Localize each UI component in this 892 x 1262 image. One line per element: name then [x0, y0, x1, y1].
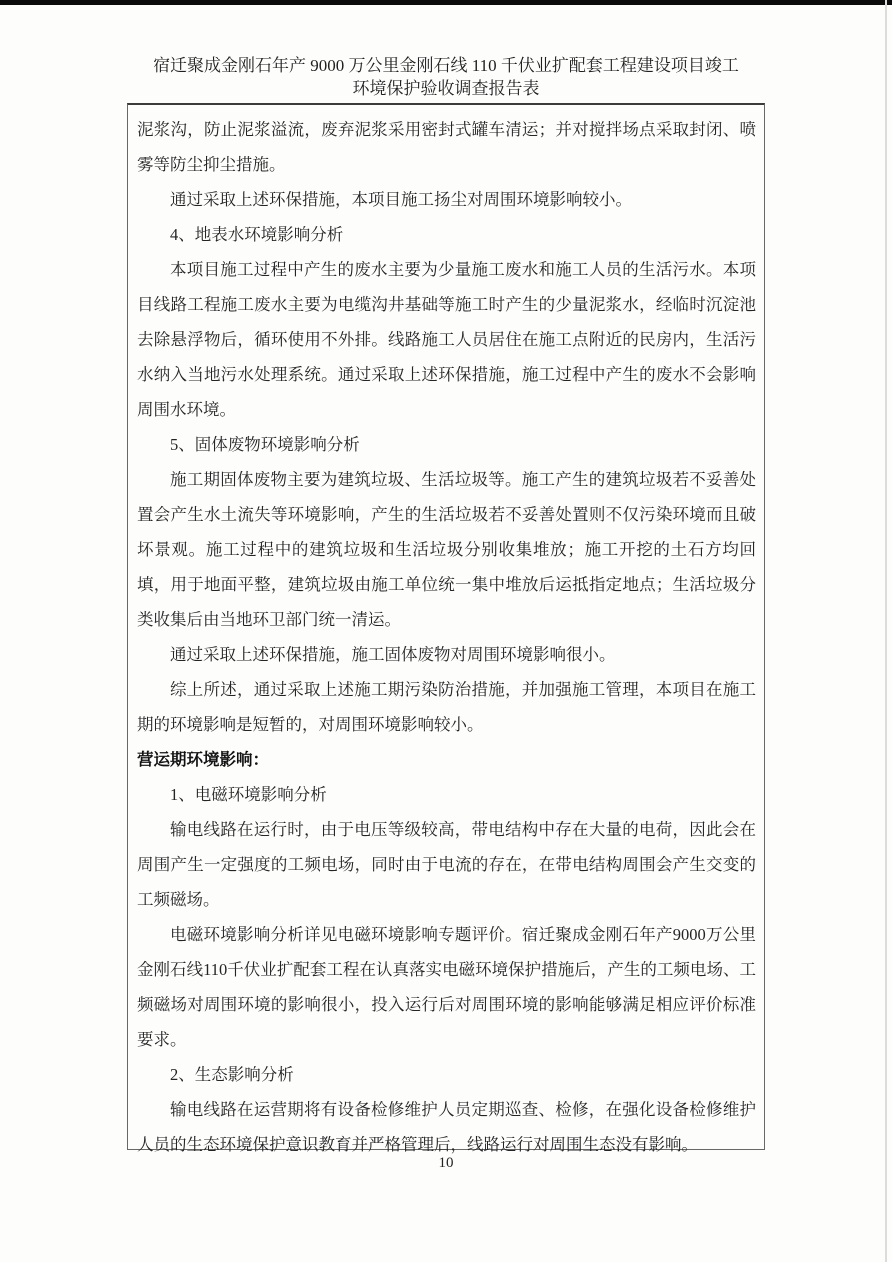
- heading-ecology-analysis: 2、生态影响分析: [170, 1065, 294, 1084]
- report-body: [128, 105, 764, 1162]
- paragraph-dust-conclusion: 通过采取上述环保措施，本项目施工扬尘对周围环境影响较小。: [170, 190, 632, 209]
- report-title-line2: 环境保护验收调查报告表: [352, 79, 540, 98]
- heading-emf-analysis: 1、电磁环境影响分析: [170, 785, 327, 804]
- paragraph-mud-ditch: 泥浆沟，防止泥浆溢流，废弃泥浆采用密封式罐车清运；并对搅拌场点采取封闭、喷雾等防尘抑尘措施。: [137, 120, 756, 174]
- heading-surface-water-analysis: 4、地表水环境影响分析: [170, 225, 344, 244]
- paragraph-construction-summary: 综上所述，通过采取上述施工期污染防治措施，并加强施工管理，本项目在施工期的环境影响是短暂的，对周围环境影响较小。: [137, 680, 756, 734]
- paragraph-emf-fields: 输电线路在运行时，由于电压等级较高，带电结构中存在大量的电荷，因此会在周围产生一定强度的工频电场，同时由于电流的存在，在带电结构周围会产生交变的工频磁场。: [137, 820, 756, 909]
- page-number: 10: [438, 1155, 454, 1171]
- section-heading-operation-period: 营运期环境影响：: [137, 750, 269, 769]
- heading-solid-waste-analysis: 5、固体废物环境影响分析: [170, 435, 360, 454]
- report-table-cell: [127, 103, 765, 1154]
- report-title-line1: 宿迁聚成金刚石年产 9000 万公里金刚石线 110 千伏业扩配套工程建设项目竣工: [153, 56, 739, 75]
- paragraph-emf-conclusion: 电磁环境影响分析详见电磁环境影响专题评价。宿迁聚成金刚石年产9000万公里金刚石线110千伏业扩配套工程在认真落实电磁环境保护措施后，产生的工频电场、工频磁场对周围环境的影响很小，投入运行后对周围环境的影响能够满足相应评价标准要求。: [137, 925, 756, 1049]
- paragraph-solid-waste: 施工期固体废物主要为建筑垃圾、生活垃圾等。施工产生的建筑垃圾若不妥善处置会产生水土流失等环境影响，产生的生活垃圾若不妥善处置则不仅污染环境而且破坏景观。施工过程中的建筑垃圾和生活垃圾分别收集堆放；施工开挖的土石方均回填，用于地面平整，建筑垃圾由施工单位统一集中堆放后运抵指定地点；生活垃圾分类收集后由当地环卫部门统一清运。: [137, 470, 756, 629]
- scan-edge-top: [0, 0, 892, 5]
- scan-edge-right: [885, 0, 887, 1262]
- report-header: [66, 54, 826, 100]
- paragraph-solid-waste-conclusion: 通过采取上述环保措施，施工固体废物对周围环境影响很小。: [170, 645, 616, 664]
- paragraph-wastewater: 本项目施工过程中产生的废水主要为少量施工废水和施工人员的生活污水。本项目线路工程施工废水主要为电缆沟井基础等施工时产生的少量泥浆水，经临时沉淀池去除悬浮物后，循环使用不外排。线路施工人员居住在施工点附近的民房内，生活污水纳入当地污水处理系统。通过采取上述环保措施，施工过程中产生的废水不会影响周围水环境。: [137, 260, 756, 419]
- paragraph-ecology: 输电线路在运营期将有设备检修维护人员定期巡查、检修，在强化设备检修维护人员的生态环境保护意识教育并严格管理后，线路运行对周围生态没有影响。: [137, 1100, 756, 1154]
